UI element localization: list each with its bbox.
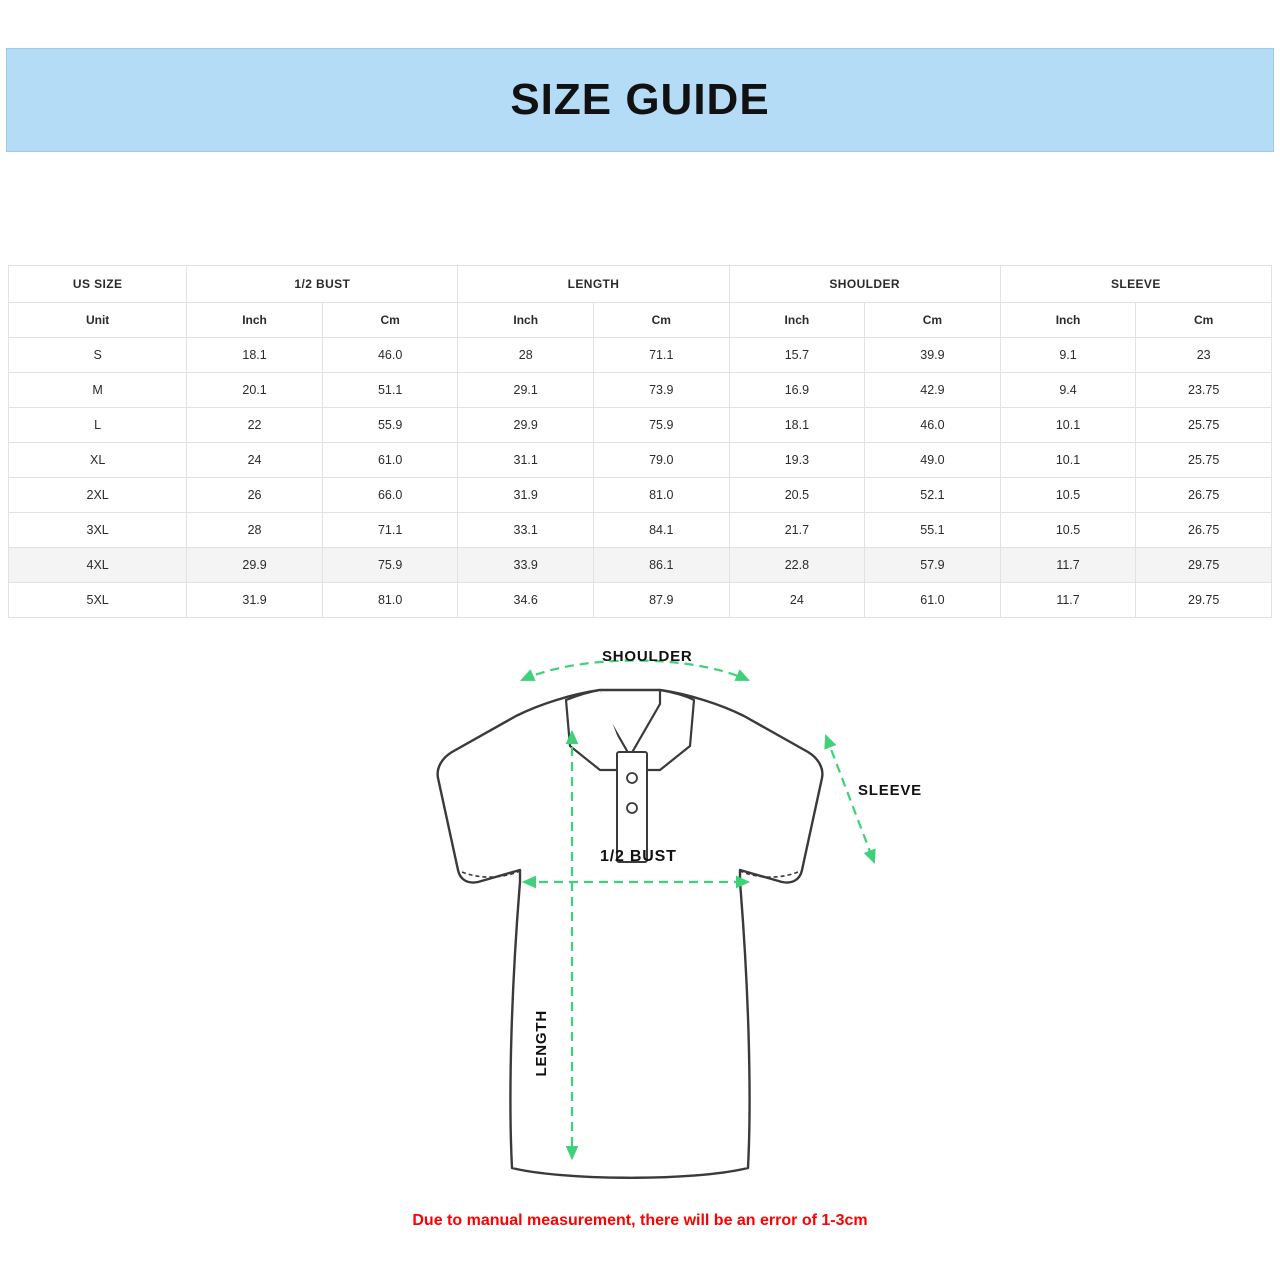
cell-length-cm: 81.0: [594, 478, 730, 513]
cell-sleeve-cm: 29.75: [1136, 548, 1272, 583]
cell-bust-inch: 26: [187, 478, 323, 513]
label-sleeve: SLEEVE: [858, 782, 922, 799]
cell-bust-inch: 22: [187, 408, 323, 443]
header-us-size: US SIZE: [9, 266, 187, 303]
cell-length-cm: 84.1: [594, 513, 730, 548]
table-header-units: [9, 303, 1272, 338]
cell-sleeve-inch: 9.1: [1000, 338, 1136, 373]
measurement-disclaimer: Due to manual measurement, there will be an error of 1-3cm: [412, 1212, 868, 1229]
cell-bust-cm: 71.1: [322, 513, 458, 548]
cell-sleeve-inch: 10.1: [1000, 408, 1136, 443]
cell-shoulder-inch: 24: [729, 583, 865, 618]
cell-sleeve-cm: 23.75: [1136, 373, 1272, 408]
cell-shoulder-inch: 20.5: [729, 478, 865, 513]
cell-shoulder-cm: 52.1: [865, 478, 1001, 513]
cell-shoulder-inch: 19.3: [729, 443, 865, 478]
header-half-bust: 1/2 BUST: [187, 266, 458, 303]
label-length: LENGTH: [533, 1010, 550, 1077]
cell-shoulder-cm: 55.1: [865, 513, 1001, 548]
cell-shoulder-cm: 39.9: [865, 338, 1001, 373]
header-shoulder: SHOULDER: [729, 266, 1000, 303]
cell-shoulder-inch: 21.7: [729, 513, 865, 548]
polo-shirt-illustration-svg: [0, 620, 1280, 1200]
cell-sleeve-cm: 23: [1136, 338, 1272, 373]
table-row: [9, 408, 1272, 443]
cell-size: M: [9, 373, 187, 408]
cell-bust-inch: 18.1: [187, 338, 323, 373]
cell-length-inch: 33.1: [458, 513, 594, 548]
cell-shoulder-cm: 49.0: [865, 443, 1001, 478]
table-row: [9, 338, 1272, 373]
polo-shirt-diagram: [0, 620, 1280, 1200]
label-shoulder: SHOULDER: [602, 648, 693, 665]
cell-shoulder-inch: 15.7: [729, 338, 865, 373]
unit-sleeve-cm: Cm: [1136, 303, 1272, 338]
cell-shoulder-cm: 46.0: [865, 408, 1001, 443]
cell-sleeve-inch: 10.5: [1000, 478, 1136, 513]
cell-length-cm: 71.1: [594, 338, 730, 373]
unit-bust-cm: Cm: [322, 303, 458, 338]
cell-length-cm: 75.9: [594, 408, 730, 443]
unit-shoulder-cm: Cm: [865, 303, 1001, 338]
cell-length-inch: 33.9: [458, 548, 594, 583]
table-row: [9, 478, 1272, 513]
cell-length-inch: 29.9: [458, 408, 594, 443]
cell-sleeve-cm: 25.75: [1136, 443, 1272, 478]
cell-bust-cm: 51.1: [322, 373, 458, 408]
cell-bust-cm: 55.9: [322, 408, 458, 443]
page-title: SIZE GUIDE: [510, 75, 770, 124]
size-table-container: [8, 265, 1272, 618]
cell-bust-cm: 75.9: [322, 548, 458, 583]
cell-size: S: [9, 338, 187, 373]
cell-sleeve-inch: 10.1: [1000, 443, 1136, 478]
button-top: [627, 773, 637, 783]
cell-length-cm: 86.1: [594, 548, 730, 583]
cell-length-cm: 87.9: [594, 583, 730, 618]
cell-length-inch: 28: [458, 338, 594, 373]
cell-size: 4XL: [9, 548, 187, 583]
cell-sleeve-cm: 26.75: [1136, 478, 1272, 513]
cell-shoulder-cm: 57.9: [865, 548, 1001, 583]
cell-shoulder-cm: 42.9: [865, 373, 1001, 408]
cell-sleeve-cm: 26.75: [1136, 513, 1272, 548]
cell-bust-inch: 31.9: [187, 583, 323, 618]
unit-sleeve-inch: Inch: [1000, 303, 1136, 338]
table-row: [9, 443, 1272, 478]
header-sleeve: SLEEVE: [1000, 266, 1271, 303]
unit-shoulder-inch: Inch: [729, 303, 865, 338]
cell-length-cm: 73.9: [594, 373, 730, 408]
cell-length-inch: 29.1: [458, 373, 594, 408]
header-length: LENGTH: [458, 266, 729, 303]
cell-size: 5XL: [9, 583, 187, 618]
cell-shoulder-inch: 16.9: [729, 373, 865, 408]
size-chart-table: [8, 265, 1272, 618]
cell-size: XL: [9, 443, 187, 478]
cell-bust-inch: 29.9: [187, 548, 323, 583]
cell-bust-inch: 28: [187, 513, 323, 548]
cell-length-cm: 79.0: [594, 443, 730, 478]
cell-size: L: [9, 408, 187, 443]
cell-length-inch: 34.6: [458, 583, 594, 618]
cell-bust-cm: 66.0: [322, 478, 458, 513]
label-half-bust: 1/2 BUST: [600, 848, 677, 865]
cell-sleeve-inch: 10.5: [1000, 513, 1136, 548]
cell-sleeve-cm: 29.75: [1136, 583, 1272, 618]
table-row: [9, 548, 1272, 583]
cell-sleeve-inch: 9.4: [1000, 373, 1136, 408]
cell-length-inch: 31.1: [458, 443, 594, 478]
table-row: [9, 513, 1272, 548]
cell-shoulder-inch: 18.1: [729, 408, 865, 443]
unit-bust-inch: Inch: [187, 303, 323, 338]
cell-bust-cm: 46.0: [322, 338, 458, 373]
cell-bust-cm: 61.0: [322, 443, 458, 478]
cell-sleeve-inch: 11.7: [1000, 548, 1136, 583]
unit-length-inch: Inch: [458, 303, 594, 338]
cell-bust-inch: 24: [187, 443, 323, 478]
button-bottom: [627, 803, 637, 813]
cell-length-inch: 31.9: [458, 478, 594, 513]
cell-shoulder-inch: 22.8: [729, 548, 865, 583]
cell-sleeve-inch: 11.7: [1000, 583, 1136, 618]
cell-bust-inch: 20.1: [187, 373, 323, 408]
size-guide-header: [6, 48, 1274, 152]
cell-shoulder-cm: 61.0: [865, 583, 1001, 618]
cell-bust-cm: 81.0: [322, 583, 458, 618]
unit-label: Unit: [9, 303, 187, 338]
table-row: [9, 583, 1272, 618]
cell-size: 2XL: [9, 478, 187, 513]
cell-size: 3XL: [9, 513, 187, 548]
unit-length-cm: Cm: [594, 303, 730, 338]
table-row: [9, 373, 1272, 408]
table-header-groups: [9, 266, 1272, 303]
sleeve-measure-arrow: [826, 736, 874, 862]
cell-sleeve-cm: 25.75: [1136, 408, 1272, 443]
